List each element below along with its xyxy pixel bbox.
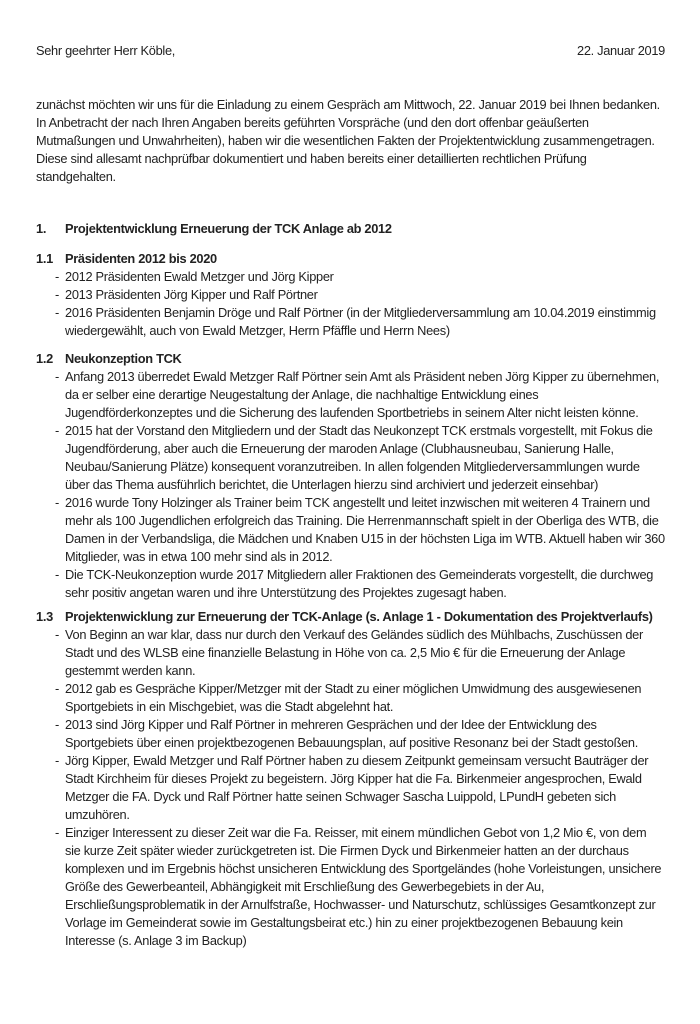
subsection-1-3-bullets xyxy=(36,626,665,950)
list-item xyxy=(36,824,665,950)
list-item xyxy=(36,752,665,824)
bullet-text: 2016 Präsidenten Benjamin Dröge und Ralf Pörtner (in der Mitgliederversammlung am 10.04.2019 einstimmig wiedergewählt, auch von Ewald Metzger, Herrn Pfäffle und Herrn Nees) xyxy=(65,305,656,338)
list-item xyxy=(36,304,665,340)
list-item xyxy=(36,422,665,494)
section-number: 1. xyxy=(36,221,47,236)
list-item xyxy=(36,268,665,286)
salutation: Sehr geehrter Herr Köble, xyxy=(36,43,176,58)
list-item xyxy=(36,680,665,716)
bullet-text: Einziger Interessent zu dieser Zeit war die Fa. Reisser, mit einem mündlichen Gebot von 1,2 Mio €, von dem sie kurze Zeit später wieder zurückgetreten ist. Die Firmen Dyck und Birkenmeier hatten an der durchaus komplexen und im Ergebnis höchst unsicheren Entwicklung des Sportgeländes (hohe Vorleistungen, unsichere Größe des Gewerbeanteil, Abhängigkeit mit Erschließung des Gewerbegebiets in der Au, Erschließungsproblematik in der Arnulfstraße, Hochwasser- und Naturschutz, schlüssiges Gesamtkonzept zur Vorlage im Gemeinderat sowie im Gestaltungsbeirat etc.) hin zu einer projektbezogenen Bebauung kein Interesse (s. Anlage 3 im Backup) xyxy=(65,825,662,948)
bullet-text: Jörg Kipper, Ewald Metzger und Ralf Pörtner haben zu diesem Zeitpunkt gemeinsam versucht Bauträger der Stadt Kirchheim für dieses Projekt zu begeistern. Jörg Kipper hat die Fa. Birkenmeier angesprochen, Ewald Metzger die FA. Dyck und Ralf Pörtner hatte seinen Schwager Sascha Luippold, LPundH gebeten sich umzuhören. xyxy=(65,753,649,822)
subsection-1-2 xyxy=(36,350,665,602)
list-item xyxy=(36,566,665,602)
bullet-text: Anfang 2013 überredet Ewald Metzger Ralf Pörtner sein Amt als Präsident neben Jörg Kipper zu übernehmen, da er selber eine derartige Neugestaltung der Anlage, die nachhaltige Entwicklung eines Jugendförderkonzeptes und die Sicherung des laufenden Sportbetriebs in seinem Alter nicht leisten könne. xyxy=(65,369,660,420)
section-1 xyxy=(36,220,665,950)
list-item xyxy=(36,716,665,752)
list-item xyxy=(36,368,665,422)
bullet-marker: - xyxy=(55,287,59,302)
bullet-text: 2016 wurde Tony Holzinger als Trainer beim TCK angestellt und leitet inzwischen mit weiteren 4 Trainern und mehr als 100 Jugendlichen erfolgreich das Training. Die Herrenmannschaft spielt in der Oberliga des WTB, die Damen in der Verbandsliga, die Mädchen und Knaben U15 in der höchsten Liga im WTB. Aktuell haben wir 360 Mitglieder, was in etwa 100 mehr sind als in 2012. xyxy=(65,495,665,564)
list-item xyxy=(36,626,665,680)
bullet-marker: - xyxy=(55,753,59,768)
bullet-marker: - xyxy=(55,681,59,696)
bullet-text: 2013 sind Jörg Kipper und Ralf Pörtner in mehreren Gesprächen und der Idee der Entwicklung des Sportgebiets über einen projektbezogenen Bebauungsplan, auf positive Resonanz bei der Stadt gestoßen. xyxy=(65,717,638,750)
bullet-text: 2012 gab es Gespräche Kipper/Metzger mit der Stadt zu einer möglichen Umwidmung des ausgewiesenen Sportgebiets in ein Mischgebiet, was die Stadt abgelehnt hat. xyxy=(65,681,642,714)
bullet-text: 2012 Präsidenten Ewald Metzger und Jörg Kipper xyxy=(65,269,334,284)
bullet-marker: - xyxy=(55,269,59,284)
subsection-1-2-bullets xyxy=(36,368,665,602)
subsection-1-3 xyxy=(36,608,665,950)
subsection-1-2-heading xyxy=(36,350,665,368)
subsection-1-3-heading xyxy=(36,608,665,626)
bullet-text: Von Beginn an war klar, dass nur durch den Verkauf des Geländes südlich des Mühlbachs, Zuschüssen der Stadt und des WLSB eine finanzielle Belastung in Höhe von ca. 2,5 Mio € für die Erneuerung der Anlage gestemmt werden kann. xyxy=(65,627,643,678)
letter-header xyxy=(36,42,665,60)
bullet-marker: - xyxy=(55,717,59,732)
bullet-marker: - xyxy=(55,825,59,840)
bullet-marker: - xyxy=(55,369,59,384)
list-item xyxy=(36,286,665,304)
bullet-marker: - xyxy=(55,423,59,438)
subsection-1-1-bullets xyxy=(36,268,665,340)
subsection-title: Projektenwicklung zur Erneuerung der TCK-Anlage (s. Anlage 1 - Dokumentation des Projektverlaufs) xyxy=(65,609,653,624)
subsection-number: 1.1 xyxy=(36,251,53,266)
bullet-text: 2015 hat der Vorstand den Mitgliedern und der Stadt das Neukonzept TCK erstmals vorgestellt, mit Fokus die Jugendförderung, aber auch die Erneuerung der maroden Anlage (Clubhausneubau, Sanierung Halle, Neubau/Sanierung Plätze) konsequent voranzutreiben. In allen folgenden Mitgliederversammlungen wurde über das Thema ausführlich berichtet, die Unterlagen hierzu sind archiviert und jederzeit einsehbar) xyxy=(65,423,653,492)
bullet-marker: - xyxy=(55,627,59,642)
subsection-title: Neukonzeption TCK xyxy=(65,351,182,366)
intro-paragraph: zunächst möchten wir uns für die Einladung zu einem Gespräch am Mittwoch, 22. Januar 2019 bei Ihnen bedanken. In Anbetracht der nach Ihren Angaben bereits geführten Vorspräche (und den dort offenbar geäußerten Mutmaßungen und Unwahrheiten), haben wir die wesentlichen Fakten der Projektentwicklung zusammengetragen. Diese sind allesamt nachprüfbar dokumentiert und haben bereits einer detaillierten rechtlichen Prüfung standgehalten. xyxy=(36,97,660,184)
subsection-1-1 xyxy=(36,250,665,340)
bullet-marker: - xyxy=(55,305,59,320)
section-1-heading xyxy=(36,220,665,238)
bullet-text: Die TCK-Neukonzeption wurde 2017 Mitgliedern aller Fraktionen des Gemeinderats vorgestellt, die durchweg sehr positiv angetan waren und ihre Unterstützung des Projektes zugesagt haben. xyxy=(65,567,654,600)
section-title: Projektentwicklung Erneuerung der TCK Anlage ab 2012 xyxy=(65,221,392,236)
subsection-number: 1.2 xyxy=(36,351,53,366)
list-item xyxy=(36,494,665,566)
subsection-title: Präsidenten 2012 bis 2020 xyxy=(65,251,217,266)
bullet-marker: - xyxy=(55,495,59,510)
subsection-1-1-heading xyxy=(36,250,665,268)
bullet-text: 2013 Präsidenten Jörg Kipper und Ralf Pörtner xyxy=(65,287,318,302)
letter-date: 22. Januar 2019 xyxy=(577,43,665,58)
subsection-number: 1.3 xyxy=(36,609,53,624)
bullet-marker: - xyxy=(55,567,59,582)
